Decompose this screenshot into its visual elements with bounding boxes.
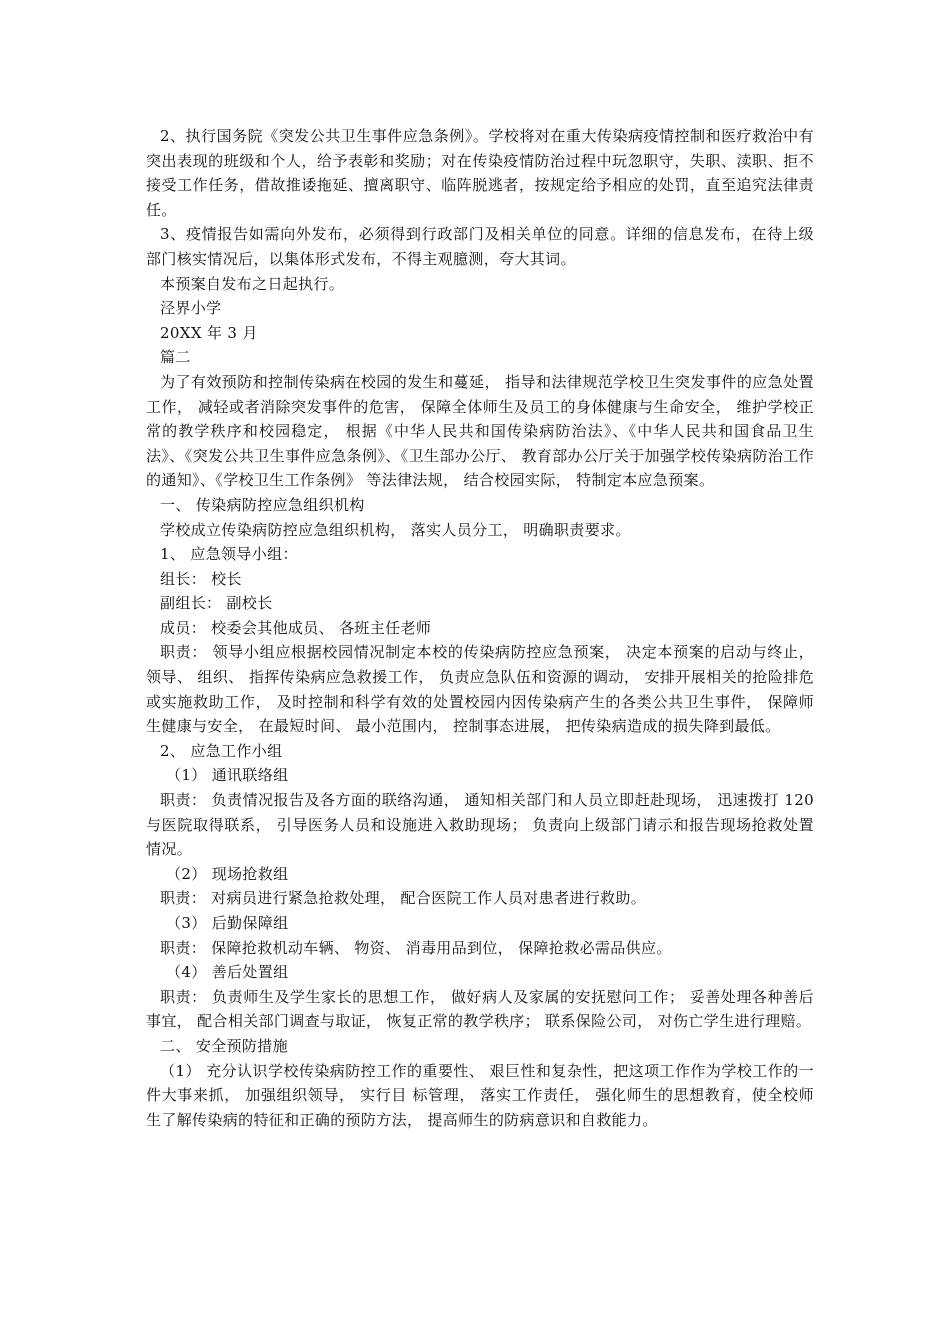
paragraph-organization: 学校成立传染病防控应急组织机构， 落实人员分工， 明确职责要求。 (160, 520, 631, 539)
document-page (146, 124, 814, 1132)
section-title-part-two: 篇二 (160, 348, 191, 367)
heading-logistics-group: （3） 后勤保障组 (166, 914, 289, 932)
paragraph-intro: 为了有效预防和控制传染病在校园的发生和蔓延， 指导和法律规范学校卫生突发事件的应急处置工作， 减轻或者消除突发事件的危害， 保障全体师生及员工的身体健康与生命安全， 维护学校正常的教学秩序和校园稳定， 根据《中华人民共和国传染病防治法》、《中华人民共和国食品卫生法》、《突发公共卫生事件应急条例》、《卫生部办公厅、 教育部办公厅关于加强学校传染病防治工作的通知》、《学校卫生工作条例》 等法律法规， 结合校园实际， 特制定本应急预案。 (146, 372, 814, 490)
paragraph-leadership-duties: 职责： 领导小组应根据校园情况制定本校的传染病防控应急预案， 决定本预案的启动与终止， 领导、 组织、 指挥传染病应急救援工作， 负责应急队伍和资源的调动， 安排开展相关的抢险排危或实施救助工作， 及时控制和科学有效的处置校园内因传染病产生的各类公共卫生事件， 保障师生健康与安全， 在最短时间、 最小范围内， 控制事态进展， 把传染病造成的损失降到最低。 (146, 643, 814, 736)
paragraph-rescue-duties: 职责： 对病员进行紧急抢救处理， 配合医院工作人员对患者进行救助。 (160, 889, 647, 908)
paragraph-logistics-duties: 职责： 保障抢救机动车辆、 物资、 消毒用品到位， 保障抢救必需品供应。 (160, 938, 672, 957)
heading-communication-group: （1） 通讯联络组 (166, 766, 289, 785)
line-group-leader: 组长： 校长 (160, 569, 242, 588)
paragraph-communication-duties: 职责： 负责情况报告及各方面的联络沟通， 通知相关部门和人员立即赶赴现场， 迅速拨打 120 与医院取得联系， 引导医务人员和设施进入救助现场； 负责向上级部门请示和报告现场抢救处置情况。 (146, 791, 814, 859)
paragraph-article-2: 2、执行国务院《突发公共卫生事件应急条例》。学校将对在重大传染病疫情控制和医疗救治中有突出表现的班级和个人，给予表彰和奖励；对在传染疫情防治过程中玩忽职守，失职、渎职、拒不接受工作任务，借故推诿拖延、擅离职守、临阵脱逃者，按规定给予相应的处罚，直至追究法律责任。 (146, 127, 814, 219)
signature-school: 泾界小学 (160, 299, 222, 318)
heading-work-group: 2、 应急工作小组 (160, 741, 283, 760)
heading-leadership-group: 1、 应急领导小组： (160, 545, 298, 564)
line-members: 成员： 校委会其他成员、 各班主任老师 (160, 618, 432, 637)
paragraph-aftercare-duties: 职责： 负责师生及学生家长的思想工作， 做好病人及家属的安抚慰问工作； 妥善处理各种善后事宜， 配合相关部门调查与取证， 恢复正常的教学秩序； 联系保险公司， 对伤亡学生进行理赔。 (146, 987, 814, 1031)
paragraph-effective-date: 本预案自发布之日起执行。 (160, 274, 345, 293)
heading-organization: 一、 传染病防控应急组织机构 (160, 495, 365, 514)
heading-aftercare-group: （4） 善后处置组 (166, 963, 289, 982)
heading-rescue-group: （2） 现场抢救组 (166, 864, 289, 883)
paragraph-article-3: 3、疫情报告如需向外发布，必须得到行政部门及相关单位的同意。详细的信息发布，在待上级部门核实情况后，以集体形式发布，不得主观臆测，夸大其词。 (146, 225, 814, 268)
paragraph-prevention-1: （1） 充分认识学校传染病防控工作的重要性、 艰巨性和复杂性，把这项工作作为学校工作的一件大事来抓， 加强组织领导， 实行目 标管理， 落实工作责任， 强化师生的思想教育，使全校师生了解传染病的特征和正确的预防方法， 提高师生的防病意识和自救能力。 (146, 1061, 814, 1129)
signature-date: 20XX 年 3 月 (160, 323, 258, 342)
heading-prevention: 二、 安全预防措施 (160, 1036, 288, 1055)
line-deputy-leader: 副组长： 副校长 (160, 594, 273, 613)
